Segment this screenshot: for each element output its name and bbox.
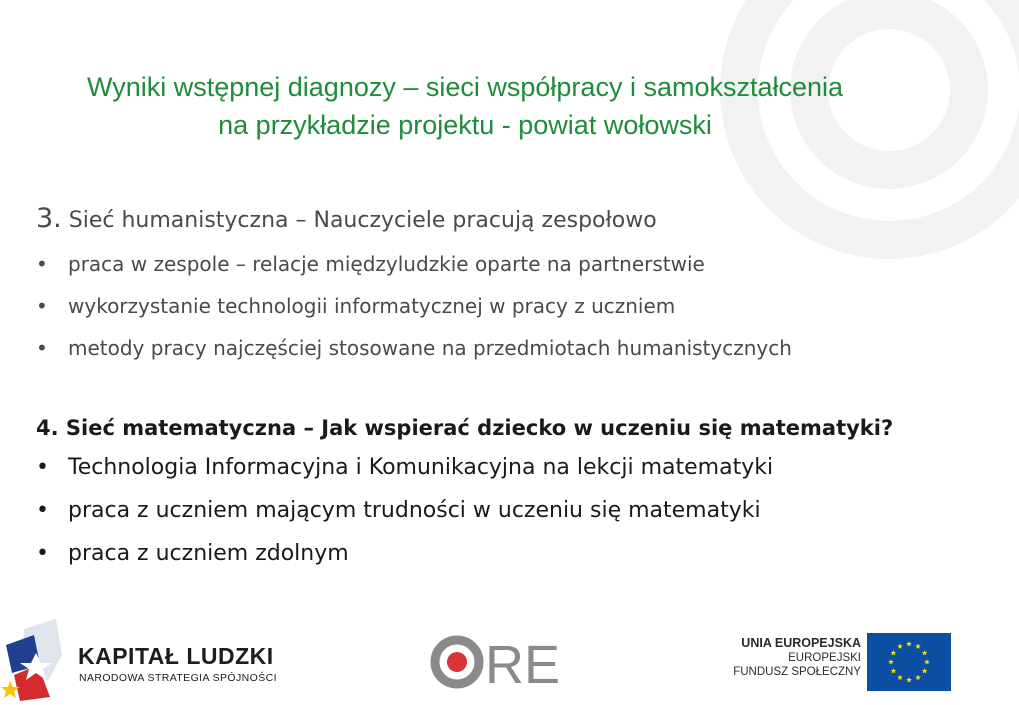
title-line-2: na przykładzie projektu - powiat wołowski (218, 110, 712, 140)
bullet-icon: • (36, 336, 48, 360)
eu-flag-icon (867, 633, 951, 691)
section-4-list (36, 452, 773, 581)
list-item: • wykorzystanie technologii informatycznej w pracy z uczniem (36, 294, 676, 318)
eu-label (733, 635, 861, 679)
list-item: • metody pracy najczęściej stosowane na przedmiotach humanistycznych (36, 336, 792, 360)
title-line-1: Wyniki wstępnej diagnozy – sieci współpracy i samokształcenia (86, 72, 844, 102)
eu-line-1: UNIA EUROPEJSKA (741, 636, 861, 650)
list-item: • praca w zespole – relacje międzyludzkie oparte na partnerstwie (36, 252, 705, 276)
kapital-ludzki-subtitle: NARODOWA STRATEGIA SPÓJNOŚCI (79, 672, 277, 684)
kapital-ludzki-name: KAPITAŁ LUDZKI (78, 643, 274, 669)
bullet-icon: • (36, 498, 49, 523)
eu-line-2: EUROPEJSKI (788, 652, 861, 664)
list-item: • praca z uczniem mającym trudności w uczeniu się matematyki (36, 495, 773, 538)
ore-logo-letters: RE (485, 635, 561, 695)
bullet-icon: • (36, 455, 49, 480)
list-item: • Technologia Informacyjna i Komunikacyjna na lekcji matematyki (36, 452, 773, 495)
section-3-number: 3. (36, 203, 62, 234)
kapital-ludzki-logo-icon (4, 619, 70, 701)
section-4-heading: 4. Sieć matematyczna – Jak wspierać dziecko w uczeniu się matematyki? (36, 416, 894, 440)
section-3-title: Sieć humanistyczna – Nauczyciele pracują zespołowo (68, 208, 657, 233)
eu-line-3: FUNDUSZ SPOŁECZNY (733, 666, 861, 678)
bullet-icon: • (36, 541, 49, 566)
slide-title (0, 68, 930, 144)
bullet-icon: • (36, 252, 48, 276)
ore-logo (428, 620, 561, 695)
section-3-heading (36, 203, 657, 234)
svg-text:ORE: ORE (428, 620, 463, 637)
footer-logos (0, 605, 959, 705)
section-3-list (36, 250, 792, 376)
list-item: • praca z uczniem zdolnym (36, 538, 773, 581)
bullet-icon: • (36, 294, 48, 318)
